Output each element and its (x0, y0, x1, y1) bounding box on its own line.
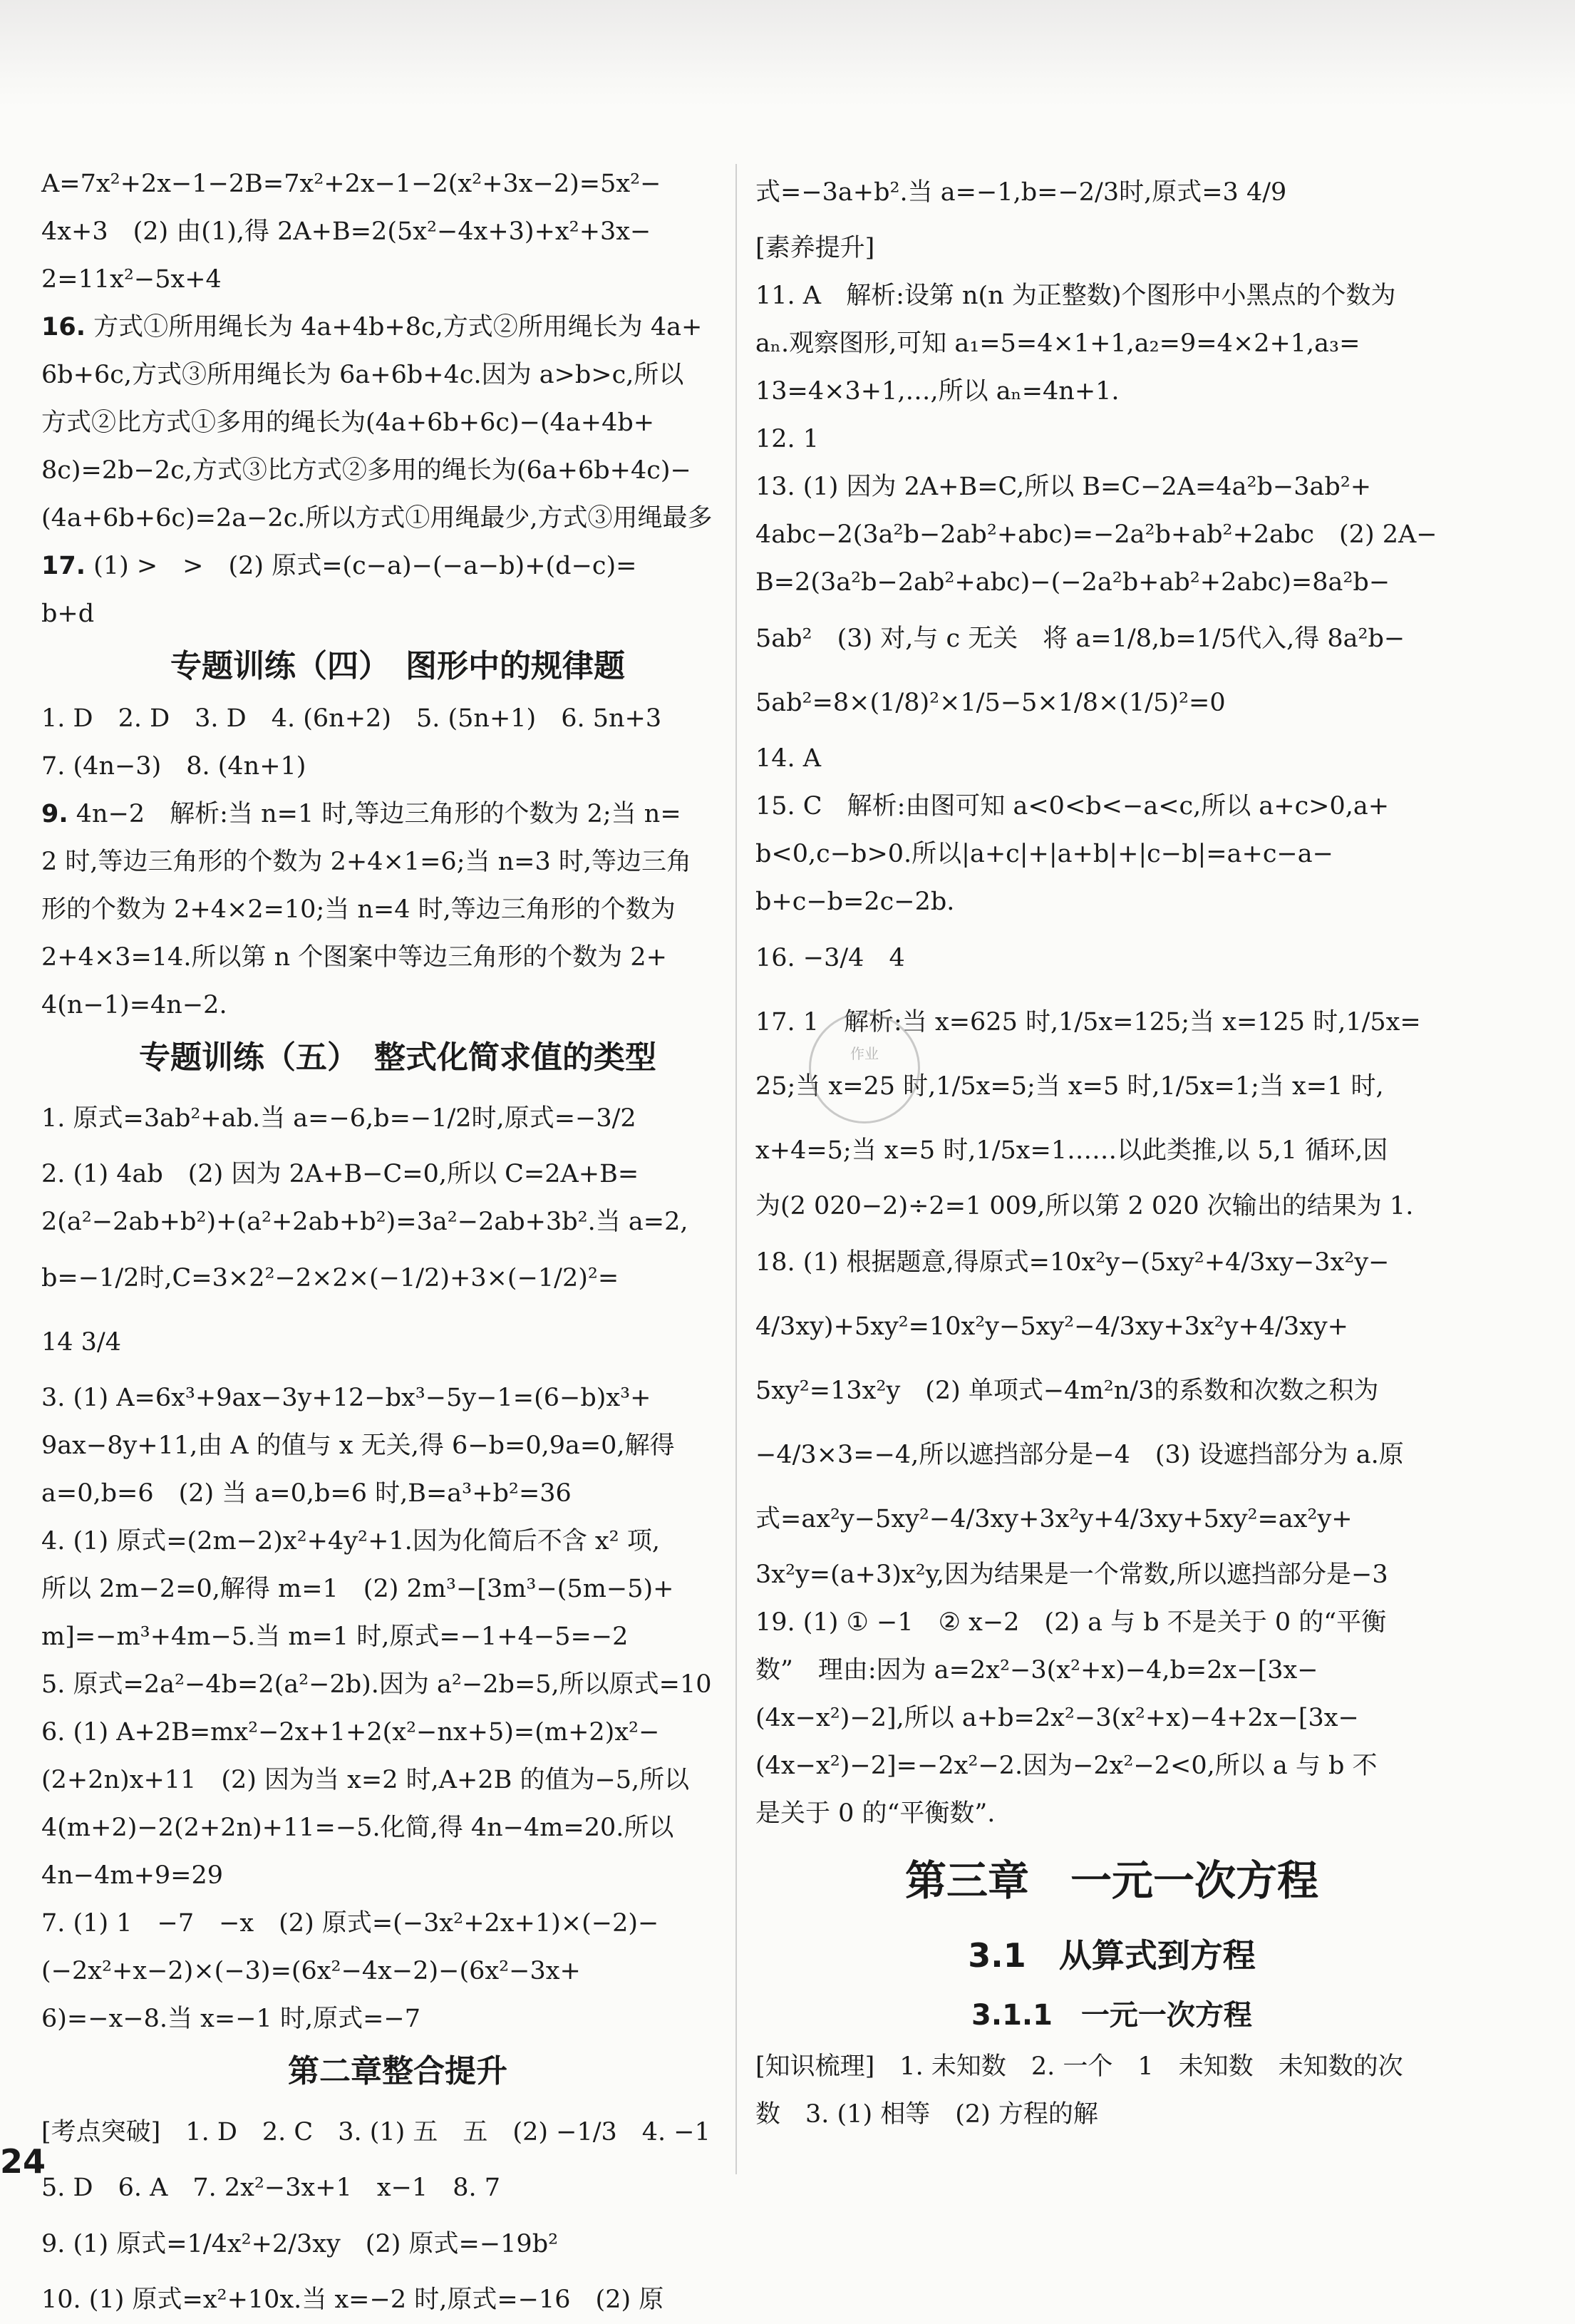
text-line: 10. (1) 原式=x²+10x.当 x=−2 时,原式=−16 (2) 原 (41, 2286, 664, 2314)
text-line: 为(2 020−2)÷2=1 009,所以第 2 020 次输出的结果为 1. (755, 1192, 1414, 1220)
text-line: 16. −3/4 4 (755, 944, 905, 972)
text-line: 5ab² (3) 对,与 c 无关 将 a=1/8,b=1/5代入,得 8a²b− (755, 624, 1405, 653)
watermark-stamp: 作业 (809, 1012, 920, 1124)
text-line: 是关于 0 的“平衡数”. (755, 1799, 996, 1828)
text-line: a=0,b=6 (2) 当 a=0,b=6 时,B=a³+b²=36 (41, 1479, 572, 1508)
text-line: 4/3xy)+5xy²=10x²y−5xy²−4/3xy+3x²y+4/3xy+ (755, 1312, 1348, 1341)
text-line: 25;当 x=25 时,1/5x=5;当 x=5 时,1/5x=1;当 x=1 时, (755, 1072, 1384, 1101)
chapter-title: 第三章 一元一次方程 (904, 1856, 1318, 1905)
text-line: aₙ.观察图形,可知 a₁=5=4×1+1,a₂=9=4×2+1,a₃= (755, 329, 1360, 358)
answer-item (41, 543, 754, 590)
text-line: 2+4×3=14.所以第 n 个图案中等边三角形的个数为 2+ (41, 943, 667, 972)
text-line: 形的个数为 2+4×2=10;当 n=4 时,等边三角形的个数为 (41, 895, 676, 924)
text-line: 17. 1 解析:当 x=625 时,1/5x=125;当 x=125 时,1/5x= (755, 1008, 1421, 1037)
text-line: 3. (1) A=6x³+9ax−3y+12−bx³−5y−1=(6−b)x³+ (41, 1384, 651, 1412)
text-line: 9ax−8y+11,由 A 的值与 x 无关,得 6−b=0,9a=0,解得 (41, 1431, 675, 1460)
text-line: 1. 原式=3ab²+ab.当 a=−6,b=−1/2时,原式=−3/2 (41, 1104, 636, 1133)
item-text: 方式①所用绳长为 4a+4b+8c,方式②所用绳长为 4a+ (86, 313, 703, 341)
text-line: 14 3/4 (41, 1328, 121, 1357)
text-line: (4a+6b+6c)=2a−2c.所以方式①用绳最少,方式③用绳最多 (41, 504, 713, 533)
text-line: 5. D 6. A 7. 2x²−3x+1 x−1 8. 7 (41, 2174, 500, 2202)
section-heading: 专题训练（四） 图形中的规律题 (170, 648, 625, 684)
text-line: 4x+3 (2) 由(1),得 2A+B=2(5x²−4x+3)+x²+3x− (41, 217, 651, 246)
text-line: 数” 理由:因为 a=2x²−3(x²+x)−4,b=2x−[3x− (755, 1656, 1318, 1685)
text-line: (2+2n)x+11 (2) 因为当 x=2 时,A+2B 的值为−5,所以 (41, 1766, 690, 1794)
text-line: A=7x²+2x−1−2B=7x²+2x−1−2(x²+3x−2)=5x²− (41, 170, 661, 198)
text-line: b+d (41, 600, 95, 628)
text-line: 7. (1) 1 −7 −x (2) 原式=(−3x²+2x+1)×(−2)− (41, 1909, 659, 1938)
text-line: [知识梳理] 1. 未知数 2. 一个 1 未知数 未知数的次 (755, 2052, 1403, 2081)
text-line: 2=11x²−5x+4 (41, 265, 222, 294)
text-line: 数 3. (1) 相等 (2) 方程的解 (755, 2100, 1098, 2129)
text-line: 4(n−1)=4n−2. (41, 991, 227, 1019)
text-line: 方式②比方式①多用的绳长为(4a+6b+6c)−(4a+4b+ (41, 408, 655, 437)
text-line: 12. 1 (755, 425, 820, 453)
text-line: 3x²y=(a+3)x²y,因为结果是一个常数,所以遮挡部分是−3 (755, 1561, 1388, 1589)
text-line: b=−1/2时,C=3×2²−2×2×(−1/2)+3×(−1/2)²= (41, 1264, 619, 1292)
scan-top-shadow (0, 0, 1575, 107)
text-line: 19. (1) ① −1 ② x−2 (2) a 与 b 不是关于 0 的“平衡 (755, 1608, 1387, 1637)
text-line: 2 时,等边三角形的个数为 2+4×1=6;当 n=3 时,等边三角 (41, 848, 692, 876)
text-line: 所以 2m−2=0,解得 m=1 (2) 2m³−[3m³−(5m−5)+ (41, 1575, 674, 1603)
text-line: 2. (1) 4ab (2) 因为 2A+B−C=0,所以 C=2A+B= (41, 1160, 639, 1188)
text-line: 1. D 2. D 3. D 4. (6n+2) 5. (5n+1) 6. 5n+3 (41, 704, 662, 733)
item-text: (1) > > (2) 原式=(c−a)−(−a−b)+(d−c)= (86, 552, 637, 580)
answer-item (41, 791, 754, 838)
text-line: 6b+6c,方式③所用绳长为 6a+6b+4c.因为 a>b>c,所以 (41, 361, 684, 389)
section-heading: 第二章整合提升 (288, 2053, 507, 2089)
text-line: 5ab²=8×(1/8)²×1/5−5×1/8×(1/5)²=0 (755, 689, 1226, 717)
text-line: 6. (1) A+2B=mx²−2x+1+2(x²−nx+5)=(m+2)x²− (41, 1718, 660, 1747)
text-line: m]=−m³+4m−5.当 m=1 时,原式=−1+4−5=−2 (41, 1623, 629, 1651)
item-number: 9. (41, 800, 68, 828)
text-line: 4n−4m+9=29 (41, 1861, 224, 1890)
section-heading: 专题训练（五） 整式化简求值的类型 (139, 1039, 656, 1076)
text-line: 5xy²=13x²y (2) 单项式−4m²n/3的系数和次数之积为 (755, 1377, 1379, 1405)
text-line: 8c)=2b−2c,方式③比方式②多用的绳长为(6a+6b+4c)− (41, 456, 691, 485)
text-line: 7. (4n−3) 8. (4n+1) (41, 752, 306, 781)
text-line: 18. (1) 根据题意,得原式=10x²y−(5xy²+4/3xy−3x²y− (755, 1248, 1390, 1277)
text-line: x+4=5;当 x=5 时,1/5x=1……以此类推,以 5,1 循环,因 (755, 1136, 1388, 1165)
text-line: 式=ax²y−5xy²−4/3xy+3x²y+4/3xy+5xy²=ax²y+ (755, 1505, 1353, 1533)
text-line: 15. C 解析:由图可知 a<0<b<−a<c,所以 a+c>0,a+ (755, 792, 1390, 821)
text-line: (−2x²+x−2)×(−3)=(6x²−4x−2)−(6x²−3x+ (41, 1957, 581, 1985)
answer-item (41, 304, 754, 351)
subsection-title: 3.1.1 一元一次方程 (971, 1999, 1252, 2032)
item-number: 17. (41, 552, 86, 580)
left-column (41, 160, 754, 2314)
text-line: 11. A 解析:设第 n(n 为正整数)个图形中小黑点的个数为 (755, 282, 1396, 310)
section-title: 3.1 从算式到方程 (968, 1936, 1256, 1975)
item-text: 4n−2 解析:当 n=1 时,等边三角形的个数为 2;当 n= (68, 800, 681, 828)
right-column (755, 160, 1468, 2178)
text-line: (4x−x²)−2],所以 a+b=2x²−3(x²+x)−4+2x−[3x− (755, 1704, 1359, 1732)
text-line: 13. (1) 因为 2A+B=C,所以 B=C−2A=4a²b−3ab²+ (755, 473, 1372, 501)
text-line: [考点突破] 1. D 2. C 3. (1) 五 五 (2) −1/3 4. −1 (41, 2118, 711, 2146)
text-line: (4x−x²)−2]=−2x²−2.因为−2x²−2<0,所以 a 与 b 不 (755, 1752, 1378, 1780)
text-line: 14. A (755, 744, 822, 773)
text-line: 4(m+2)−2(2+2n)+11=−5.化简,得 4n−4m=20.所以 (41, 1814, 674, 1842)
text-line: 9. (1) 原式=1/4x²+2/3xy (2) 原式=−19b² (41, 2230, 559, 2258)
text-line: 4abc−2(3a²b−2ab²+abc)=−2a²b+ab²+2abc (2) 2A− (755, 520, 1437, 549)
text-line: −4/3×3=−4,所以遮挡部分是−4 (3) 设遮挡部分为 a.原 (755, 1441, 1404, 1469)
text-line: [素养提升] (755, 234, 875, 262)
text-line: 式=−3a+b².当 a=−1,b=−2/3时,原式=3 4/9 (755, 178, 1287, 207)
text-line: b<0,c−b>0.所以|a+c|+|a+b|+|c−b|=a+c−a− (755, 840, 1333, 868)
text-line: 2(a²−2ab+b²)+(a²+2ab+b²)=3a²−2ab+3b².当 a=2, (41, 1208, 688, 1236)
text-line: B=2(3a²b−2ab²+abc)−(−2a²b+ab²+2abc)=8a²b− (755, 568, 1390, 597)
text-line: 4. (1) 原式=(2m−2)x²+4y²+1.因为化简后不含 x² 项, (41, 1527, 660, 1556)
page-number: 24 (0, 2142, 46, 2181)
text-line: 5. 原式=2a²−4b=2(a²−2b).因为 a²−2b=5,所以原式=10 (41, 1670, 712, 1699)
text-line: 6)=−x−8.当 x=−1 时,原式=−7 (41, 2005, 420, 2033)
column-divider (735, 164, 737, 2174)
text-line: b+c−b=2c−2b. (755, 888, 955, 916)
item-number: 16. (41, 313, 86, 341)
text-line: 13=4×3+1,…,所以 aₙ=4n+1. (755, 377, 1120, 406)
